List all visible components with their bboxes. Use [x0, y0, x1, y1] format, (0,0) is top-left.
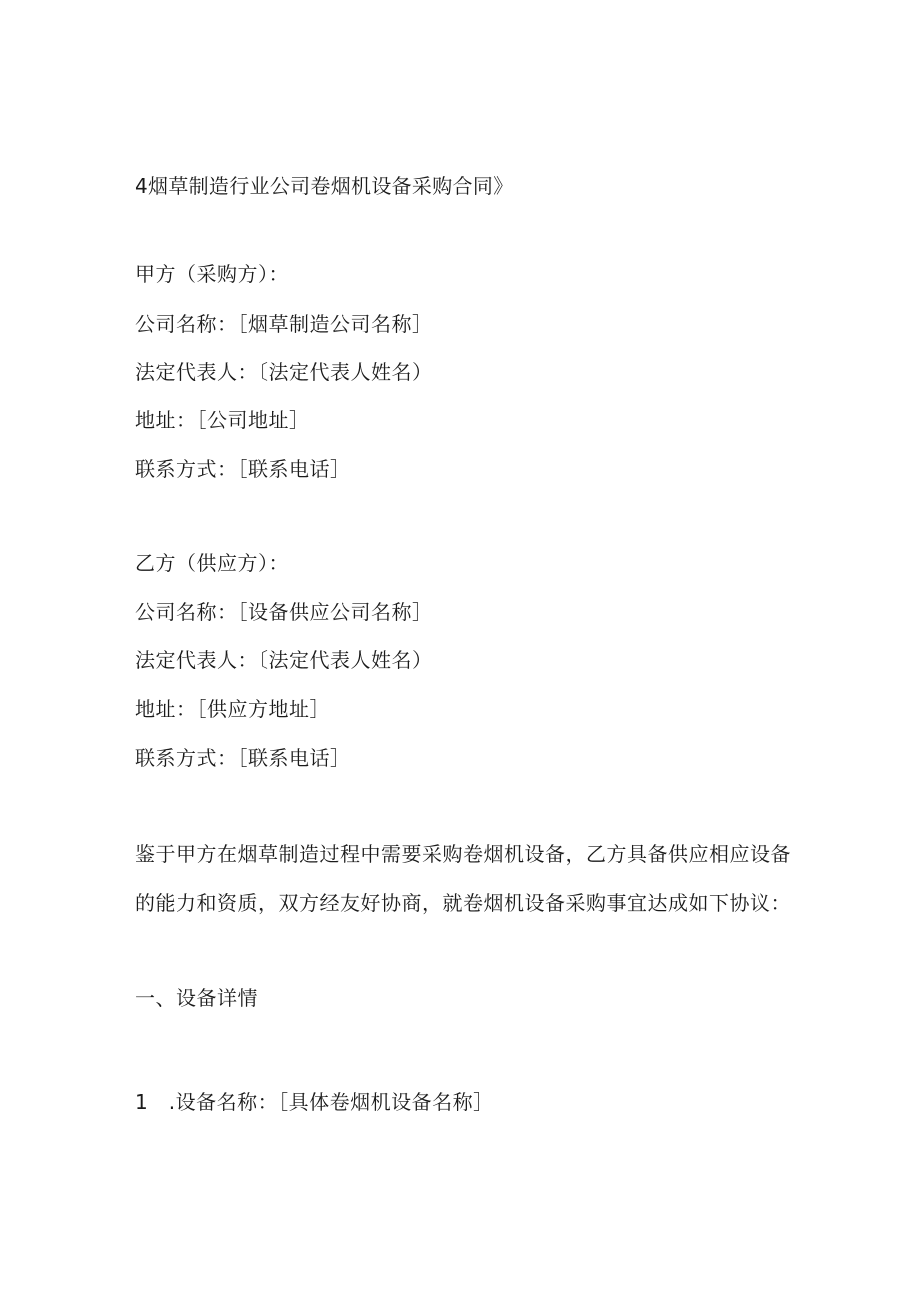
party-a-heading: 甲方（采购方）：	[135, 262, 289, 286]
party-b-address: 地址：［供应方地址］	[135, 697, 330, 721]
document-title: 4烟草制造行业公司卷烟机设备采购合同》	[135, 174, 514, 198]
party-a-representative: 法定代表人：〔法定代表人姓名）	[135, 360, 433, 384]
party-a-contact: 联系方式：［联系电话］	[135, 457, 351, 481]
party-a-address: 地址：［公司地址］	[135, 408, 310, 432]
party-b-contact: 联系方式：［联系电话］	[135, 746, 351, 770]
intro-paragraph-line-1: 鉴于甲方在烟草制造过程中需要采购卷烟机设备，乙方具备供应相应设备	[135, 842, 791, 866]
party-b-representative: 法定代表人：〔法定代表人姓名）	[135, 648, 433, 672]
section-heading-equipment-details: 一、设备详情	[135, 986, 258, 1010]
party-b-heading: 乙方（供应方）：	[135, 551, 289, 575]
party-a-company: 公司名称：［烟草制造公司名称］	[135, 312, 433, 336]
party-b-company: 公司名称：［设备供应公司名称］	[135, 600, 433, 624]
intro-paragraph-line-2: 的能力和资质，双方经友好协商，就卷烟机设备采购事宜达成如下协议：	[135, 891, 791, 915]
equipment-name-item: 1 .设备名称：［具体卷烟机设备名称］	[135, 1090, 494, 1114]
